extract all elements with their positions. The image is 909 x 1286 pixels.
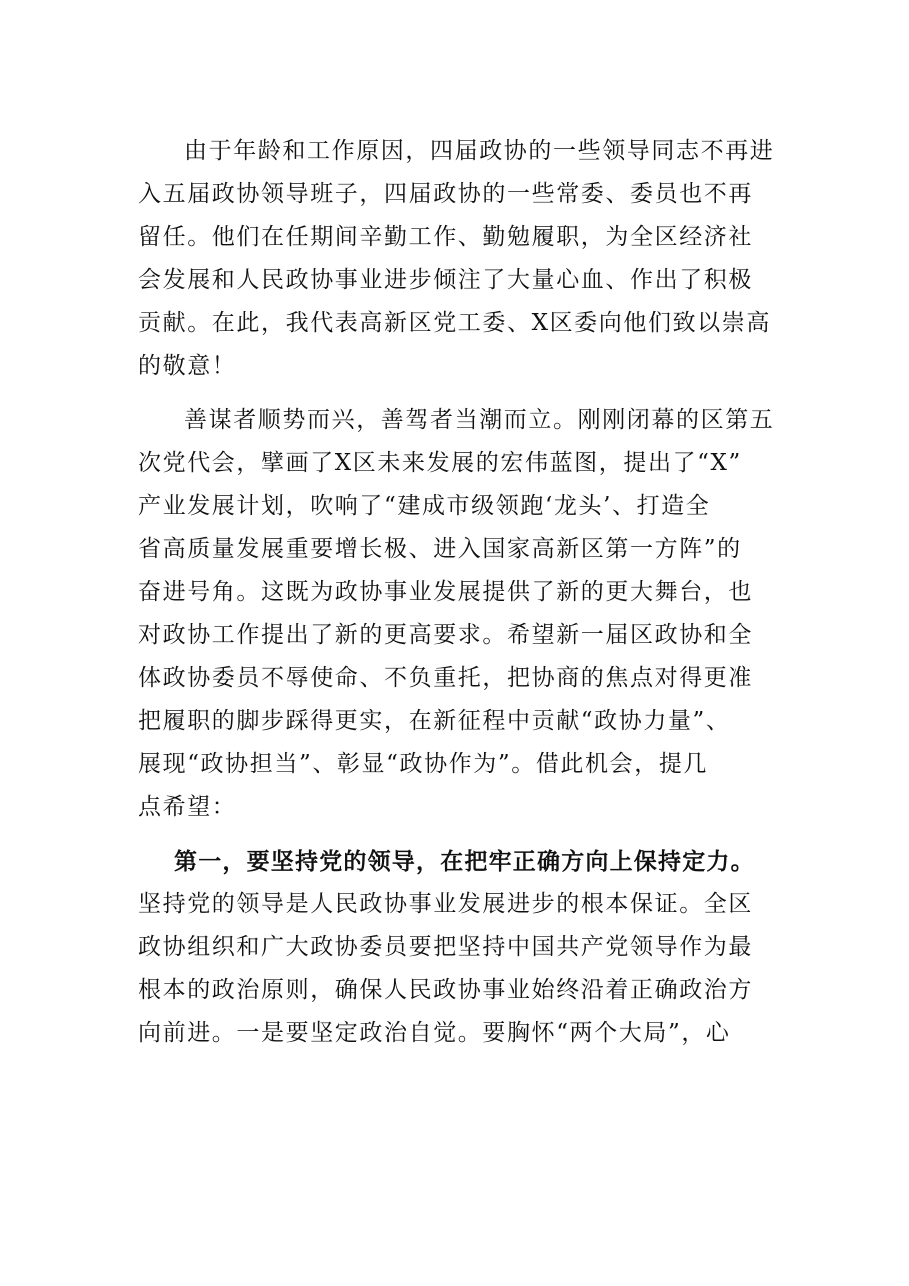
text-line: 留任。他们在任期间辛勤工作、勤勉履职，为全区经济社: [138, 224, 753, 250]
text-line: 体政协委员不辱使命、不负重托，把协商的焦点对得更准: [138, 665, 753, 691]
paragraph-thanks: [138, 130, 774, 388]
text-line: 根本的政治原则，确保人民政协事业始终沿着正确政治方: [138, 977, 753, 1003]
text-line: 点希望：: [138, 794, 237, 820]
paragraph-first-point: [138, 840, 774, 1055]
text-line: 入五届政协领导班子，四届政协的一些常委、委员也不再: [138, 181, 753, 207]
section-heading: 第一，要坚持党的领导，在把牢正确方向上保持定力。: [174, 848, 755, 875]
text-line: 会发展和人民政协事业进步倾注了大量心血、作出了积极: [138, 267, 753, 293]
text-line: 政协组织和广大政协委员要把坚持中国共产党领导作为最: [138, 934, 753, 960]
text-line: 对政协工作提出了新的更高要求。希望新一届区政协和全: [138, 622, 753, 648]
paragraph-expectations: [138, 399, 774, 829]
text-line: 贡献。在此，我代表高新区党工委、X区委向他们致以崇高: [138, 310, 771, 336]
text-line: 奋进号角。这既为政协事业发展提供了新的更大舞台，也: [138, 579, 753, 605]
text-line: 产业发展计划，吹响了“建成市级领跑‘龙头’、打造全: [138, 493, 711, 519]
text-line: 坚持党的领导是人民政协事业发展进步的根本保证。全区: [138, 891, 753, 917]
text-line: 展现“政协担当”、彰显“政协作为”。借此机会，提几: [138, 751, 709, 777]
text-line: 次党代会，擘画了X区未来发展的宏伟蓝图，提出了“X”: [138, 450, 742, 476]
text-line: 由于年龄和工作原因，四届政协的一些领导同志不再进: [184, 138, 775, 164]
text-line: 把履职的脚步踩得更实，在新征程中贡献“政协力量”、: [138, 708, 731, 734]
text-line: 善谋者顺势而兴，善驾者当潮而立。刚刚闭幕的区第五: [184, 407, 775, 433]
text-line: 向前进。一是要坚定政治自觉。要胸怀“两个大局”，心: [138, 1020, 731, 1046]
document-body: [138, 130, 774, 1055]
text-line: 的敬意！: [138, 353, 237, 379]
text-line: 省高质量发展重要增长极、进入国家高新区第一方阵”的: [138, 536, 742, 562]
